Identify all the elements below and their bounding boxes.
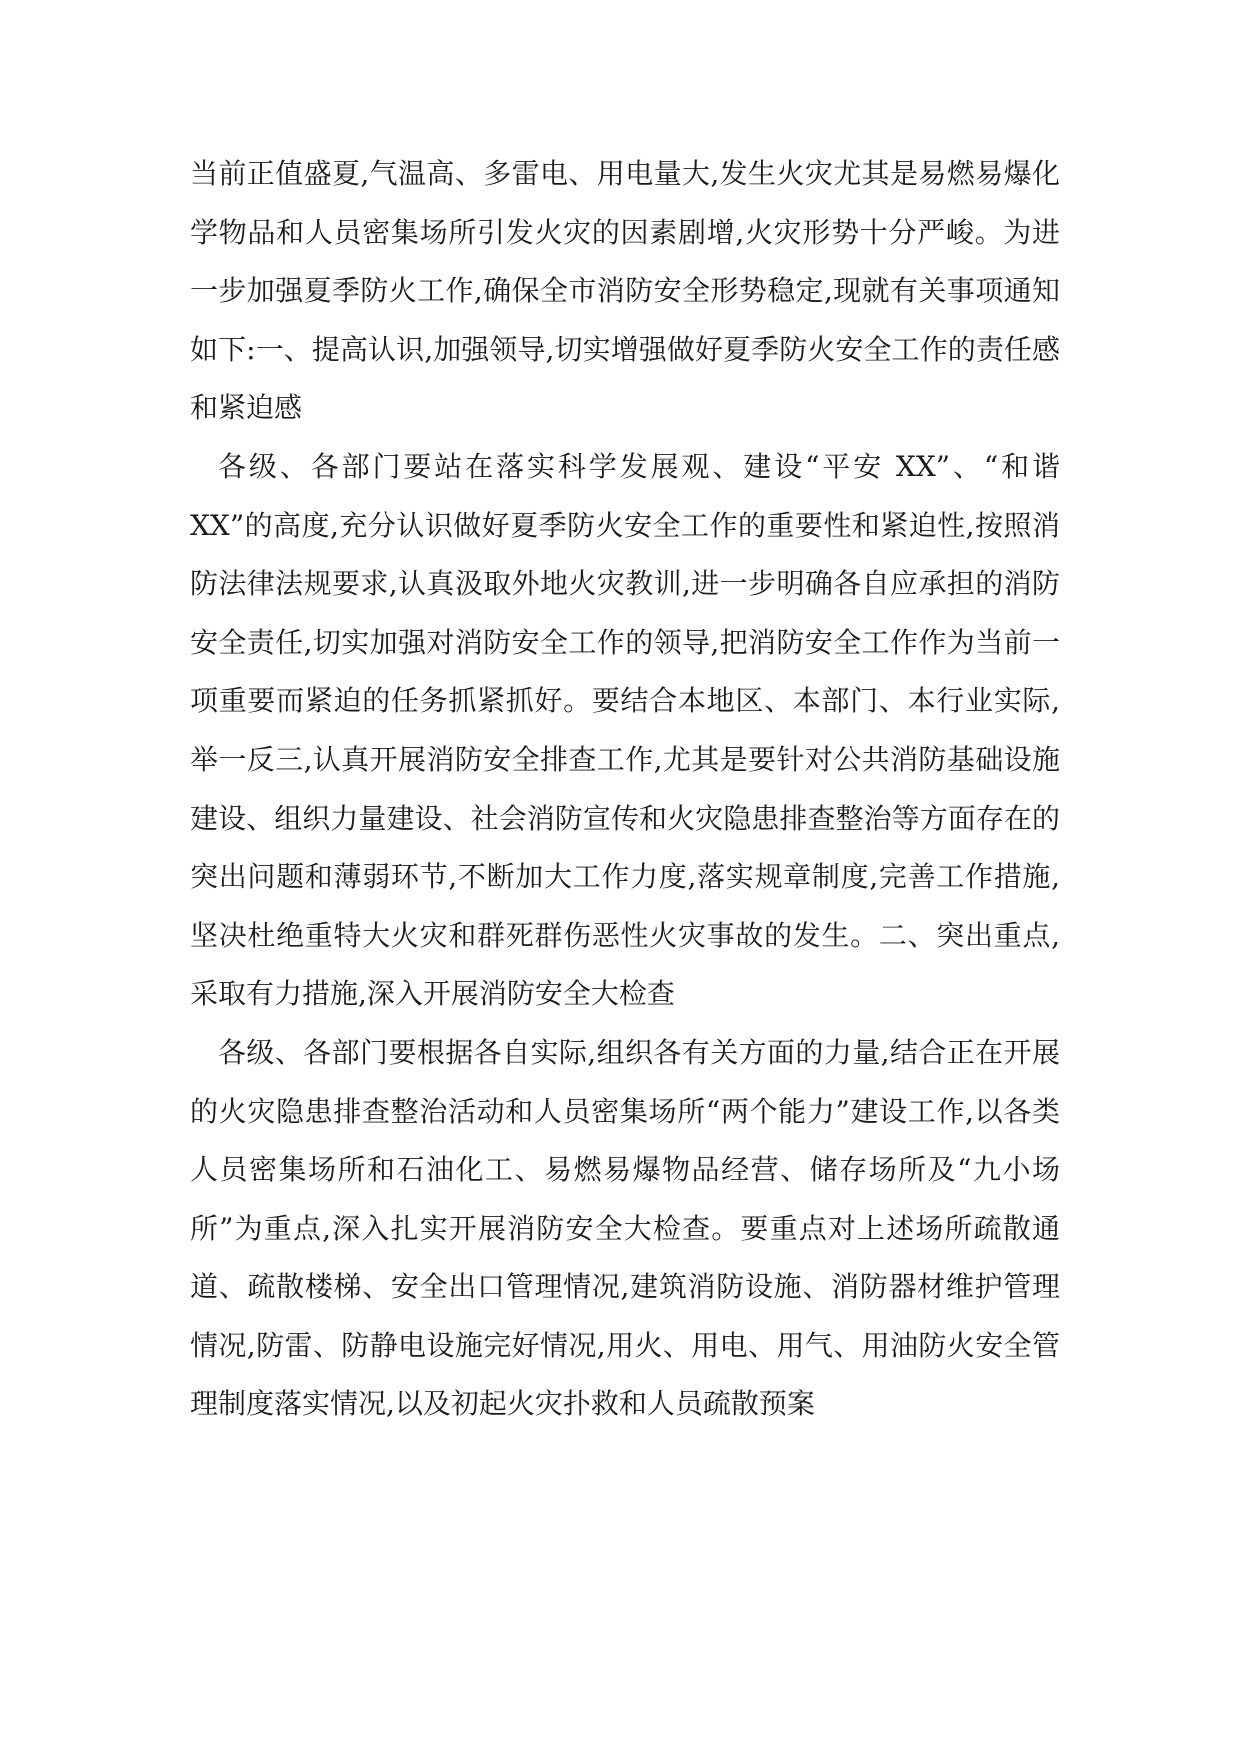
document-page — [190, 145, 1060, 1434]
paragraph-intro: 当前正值盛夏,气温高、多雷电、用电量大,发生火灾尤其是易燃易爆化学物品和人员密集场所引发火灾的因素剧增,火灾形势十分严峻。为进一步加强夏季防火工作,确保全市消防安全形势稳定,现就有关事项通知如下:一、提高认识,加强领导,切实增强做好夏季防火安全工作的责任感和紧迫感 — [190, 157, 1060, 425]
paragraph-leadership: 各级、各部门要站在落实科学发展观、建设“平安 XX”、“和谐 XX”的高度,充分认识做好夏季防火安全工作的重要性和紧迫性,按照消防法律法规要求,认真汲取外地火灾教训,进一步明确各自应承担的消防安全责任,切实加强对消防安全工作的领导,把消防安全工作作为当前一项重要而紧迫的任务抓紧抓好。要结合本地区、本部门、本行业实际,举一反三,认真开展消防安全排查工作,尤其是要针对公共消防基础设施建设、组织力量建设、社会消防宣传和火灾隐患排查整治等方面存在的突出问题和薄弱环节,不断加大工作力度,落实规章制度,完善工作措施,坚决杜绝重特大火灾和群死群伤恶性火灾事故的发生。二、突出重点,采取有力措施,深入开展消防安全大检查 — [190, 449, 1060, 1011]
paragraph-inspection: 各级、各部门要根据各自实际,组织各有关方面的力量,结合正在开展的火灾隐患排查整治活动和人员密集场所“两个能力”建设工作,以各类人员密集场所和石油化工、易燃易爆物品经营、储存场所及“九小场所”为重点,深入扎实开展消防安全大检查。要重点对上述场所疏散通道、疏散楼梯、安全出口管理情况,建筑消防设施、消防器材维护管理情况,防雷、防静电设施完好情况,用火、用电、用气、用油防火安全管理制度落实情况,以及初起火灾扑救和人员疏散预案 — [190, 1035, 1060, 1421]
